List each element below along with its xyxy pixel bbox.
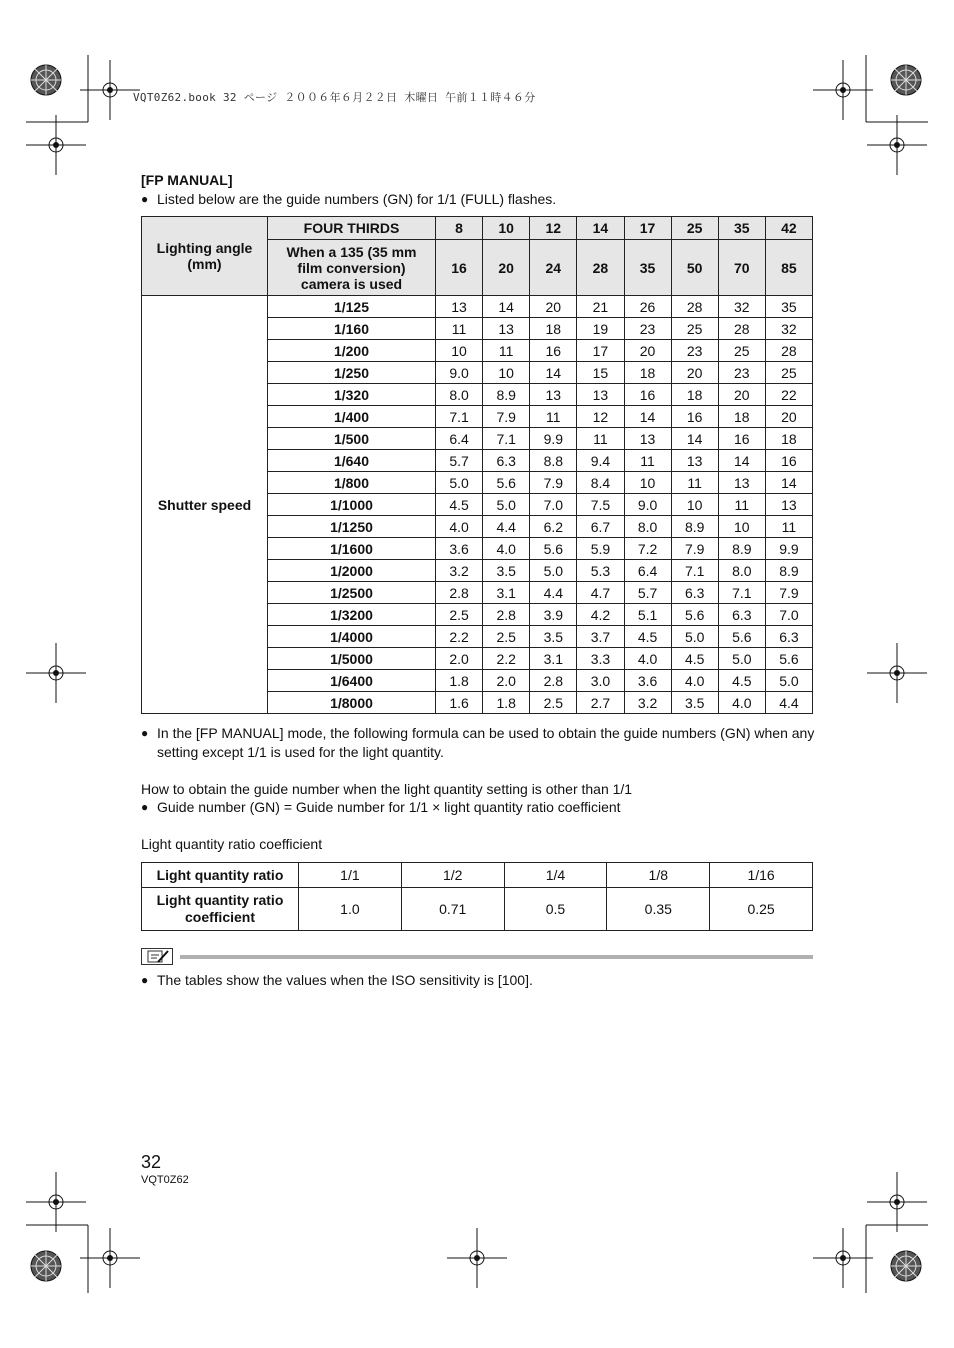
gn-value-cell: 1.8 [436,670,483,692]
file-header: VQT0Z62.book 32 ページ ２００６年６月２２日 木曜日 午前１１時４６分 [133,91,536,104]
shutter-speed-cell: 1/1600 [268,538,436,560]
gn-value-cell: 3.0 [577,670,624,692]
shutter-speed-label: Shutter speed [142,296,268,714]
gn-value-cell: 18 [718,406,765,428]
gn-value-cell: 7.9 [483,406,530,428]
shutter-speed-cell: 1/500 [268,428,436,450]
intro-bullet-text: Listed below are the guide numbers (GN) for 1/1 (FULL) flashes. [157,191,557,207]
gn-value-cell: 3.1 [530,648,577,670]
gn-value-cell: 7.9 [671,538,718,560]
coef-caption: Light quantity ratio coefficient [141,836,323,852]
gn-value-cell: 25 [718,340,765,362]
gn-value-cell: 10 [718,516,765,538]
gn-value-cell: 3.6 [436,538,483,560]
gn-value-cell: 5.3 [577,560,624,582]
gn-value-cell: 7.1 [671,560,718,582]
gn-value-cell: 3.3 [577,648,624,670]
gn-value-cell: 16 [718,428,765,450]
gn-value-cell: 5.0 [671,626,718,648]
ft-angle: 8 [436,217,483,240]
gn-value-cell: 8.9 [483,384,530,406]
conv-angle: 85 [765,240,812,296]
gn-value-cell: 5.0 [718,648,765,670]
gn-value-cell: 4.0 [483,538,530,560]
ratio-cell: 1/4 [504,863,607,888]
gn-value-cell: 5.1 [624,604,671,626]
guide-number-table [141,216,813,714]
gn-value-cell: 16 [671,406,718,428]
gn-value-cell: 8.4 [577,472,624,494]
gn-value-cell: 5.7 [624,582,671,604]
shutter-speed-cell: 1/2000 [268,560,436,582]
conv-angle: 70 [718,240,765,296]
formula-bullet [141,724,821,762]
gn-value-cell: 16 [624,384,671,406]
gn-value-cell: 10 [436,340,483,362]
gn-value-cell: 5.0 [483,494,530,516]
gn-value-cell: 4.0 [671,670,718,692]
gn-value-cell: 2.2 [436,626,483,648]
ft-angle: 17 [624,217,671,240]
gn-value-cell: 4.5 [436,494,483,516]
note-divider [180,955,813,959]
gn-formula-bullet [141,798,821,817]
shutter-speed-cell: 1/2500 [268,582,436,604]
ratio-cell: 1/8 [607,863,710,888]
ft-angle: 42 [765,217,812,240]
gn-value-cell: 18 [624,362,671,384]
gn-value-cell: 10 [624,472,671,494]
gn-value-cell: 7.9 [530,472,577,494]
shutter-speed-cell: 1/1250 [268,516,436,538]
gn-value-cell: 8.8 [530,450,577,472]
four-thirds-label: FOUR THIRDS [268,217,436,240]
gn-value-cell: 4.5 [671,648,718,670]
shutter-speed-cell: 1/4000 [268,626,436,648]
lighting-angle-label: Lighting angle (mm) [142,217,268,296]
bullet-icon: ● [141,800,149,814]
gn-value-cell: 7.5 [577,494,624,516]
gn-value-cell: 5.0 [530,560,577,582]
gn-value-cell: 18 [671,384,718,406]
gn-value-cell: 8.0 [718,560,765,582]
gn-value-cell: 26 [624,296,671,318]
gn-value-cell: 19 [577,318,624,340]
gn-value-cell: 3.5 [483,560,530,582]
shutter-speed-cell: 1/320 [268,384,436,406]
conv-angle: 24 [530,240,577,296]
gn-value-cell: 13 [483,318,530,340]
gn-value-cell: 25 [765,362,812,384]
intro-bullet [141,190,821,209]
bullet-icon: ● [141,973,149,987]
gn-value-cell: 4.0 [624,648,671,670]
gn-value-cell: 14 [671,428,718,450]
ratio-cell: 1/2 [401,863,504,888]
ft-angle: 25 [671,217,718,240]
gn-value-cell: 6.3 [483,450,530,472]
gn-value-cell: 11 [624,450,671,472]
gn-value-cell: 20 [765,406,812,428]
gn-value-cell: 3.2 [624,692,671,714]
ft-angle: 35 [718,217,765,240]
page-code: VQT0Z62 [141,1174,189,1186]
gn-value-cell: 4.4 [483,516,530,538]
gn-value-cell: 13 [436,296,483,318]
gn-value-cell: 28 [765,340,812,362]
gn-value-cell: 1.6 [436,692,483,714]
gn-value-cell: 14 [718,450,765,472]
gn-value-cell: 5.0 [436,472,483,494]
gn-value-cell: 5.6 [483,472,530,494]
gn-value-cell: 10 [671,494,718,516]
gn-value-cell: 6.4 [624,560,671,582]
gn-value-cell: 7.2 [624,538,671,560]
gn-value-cell: 5.6 [671,604,718,626]
gn-value-cell: 2.8 [436,582,483,604]
gn-value-cell: 7.1 [483,428,530,450]
gn-value-cell: 8.0 [624,516,671,538]
gn-value-cell: 2.7 [577,692,624,714]
gn-value-cell: 7.9 [765,582,812,604]
gn-value-cell: 23 [624,318,671,340]
ratio-label: Light quantity ratio [142,863,299,888]
gn-value-cell: 20 [530,296,577,318]
gn-value-cell: 11 [718,494,765,516]
page-number: 32 [141,1152,162,1172]
gn-value-cell: 2.5 [436,604,483,626]
shutter-speed-cell: 1/3200 [268,604,436,626]
gn-value-cell: 17 [577,340,624,362]
gn-value-cell: 32 [718,296,765,318]
gn-value-cell: 23 [671,340,718,362]
ft-angle: 10 [483,217,530,240]
shutter-speed-cell: 1/8000 [268,692,436,714]
bullet-icon: ● [141,192,149,206]
gn-value-cell: 5.6 [530,538,577,560]
gn-value-cell: 7.0 [530,494,577,516]
gn-value-cell: 4.0 [718,692,765,714]
gn-value-cell: 3.5 [671,692,718,714]
gn-value-cell: 4.0 [436,516,483,538]
coef-cell: 0.71 [401,888,504,931]
gn-value-cell: 14 [483,296,530,318]
gn-value-cell: 12 [577,406,624,428]
shutter-speed-cell: 1/160 [268,318,436,340]
gn-value-cell: 5.6 [718,626,765,648]
shutter-speed-cell: 1/1000 [268,494,436,516]
gn-value-cell: 20 [671,362,718,384]
conv-angle: 20 [483,240,530,296]
gn-value-cell: 6.4 [436,428,483,450]
gn-value-cell: 35 [765,296,812,318]
gn-value-cell: 6.2 [530,516,577,538]
gn-value-cell: 11 [436,318,483,340]
gn-value-cell: 2.0 [483,670,530,692]
gn-value-cell: 4.2 [577,604,624,626]
gn-value-cell: 2.2 [483,648,530,670]
gn-value-cell: 11 [671,472,718,494]
coef-cell: 0.25 [710,888,813,931]
light-quantity-table [141,862,813,931]
gn-value-cell: 7.1 [718,582,765,604]
conv-angle: 16 [436,240,483,296]
gn-value-cell: 3.9 [530,604,577,626]
coef-cell: 1.0 [299,888,402,931]
gn-value-cell: 9.0 [436,362,483,384]
shutter-speed-cell: 1/800 [268,472,436,494]
note-bullet [141,971,821,990]
gn-value-cell: 3.7 [577,626,624,648]
ratio-cell: 1/1 [299,863,402,888]
table-row [142,296,813,318]
gn-value-cell: 21 [577,296,624,318]
gn-value-cell: 5.7 [436,450,483,472]
gn-value-cell: 5.6 [765,648,812,670]
gn-value-cell: 28 [718,318,765,340]
shutter-speed-cell: 1/640 [268,450,436,472]
gn-value-cell: 6.3 [718,604,765,626]
gn-value-cell: 11 [530,406,577,428]
coef-cell: 0.35 [607,888,710,931]
gn-value-cell: 3.2 [436,560,483,582]
shutter-speed-cell: 1/125 [268,296,436,318]
ft-angle: 12 [530,217,577,240]
bullet-icon: ● [141,726,149,740]
gn-value-cell: 8.9 [718,538,765,560]
gn-value-cell: 20 [624,340,671,362]
gn-value-cell: 18 [765,428,812,450]
gn-value-cell: 1.8 [483,692,530,714]
shutter-speed-cell: 1/250 [268,362,436,384]
gn-value-cell: 6.3 [765,626,812,648]
gn-value-cell: 6.7 [577,516,624,538]
gn-value-cell: 8.9 [765,560,812,582]
gn-value-cell: 8.0 [436,384,483,406]
gn-value-cell: 13 [577,384,624,406]
gn-value-cell: 9.4 [577,450,624,472]
note-pencil-icon [141,948,173,965]
gn-formula-text: Guide number (GN) = Guide number for 1/1 × light quantity ratio coefficient [157,799,621,815]
conv-angle: 28 [577,240,624,296]
gn-value-cell: 13 [718,472,765,494]
shutter-speed-cell: 1/5000 [268,648,436,670]
gn-value-cell: 11 [577,428,624,450]
gn-value-cell: 14 [765,472,812,494]
how-to-text: How to obtain the guide number when the light quantity setting is other than 1/1 [141,781,633,797]
gn-value-cell: 4.4 [530,582,577,604]
note-bullet-text: The tables show the values when the ISO sensitivity is [100]. [157,972,533,988]
gn-value-cell: 2.5 [483,626,530,648]
section-title: [FP MANUAL] [141,172,233,188]
conv-angle: 50 [671,240,718,296]
gn-value-cell: 3.5 [530,626,577,648]
conv-angle: 35 [624,240,671,296]
gn-value-cell: 6.3 [671,582,718,604]
gn-value-cell: 13 [671,450,718,472]
gn-value-cell: 15 [577,362,624,384]
gn-value-cell: 9.9 [530,428,577,450]
gn-value-cell: 10 [483,362,530,384]
ratio-cell: 1/16 [710,863,813,888]
gn-value-cell: 13 [765,494,812,516]
gn-value-cell: 16 [765,450,812,472]
gn-value-cell: 2.5 [530,692,577,714]
gn-value-cell: 4.5 [718,670,765,692]
gn-value-cell: 11 [765,516,812,538]
gn-value-cell: 5.0 [765,670,812,692]
gn-value-cell: 7.0 [765,604,812,626]
shutter-speed-cell: 1/400 [268,406,436,428]
gn-value-cell: 9.0 [624,494,671,516]
gn-value-cell: 14 [624,406,671,428]
gn-value-cell: 2.0 [436,648,483,670]
gn-value-cell: 2.8 [530,670,577,692]
gn-value-cell: 25 [671,318,718,340]
conversion-label: When a 135 (35 mm film conversion) camera is used [268,240,436,296]
gn-value-cell: 18 [530,318,577,340]
gn-value-cell: 16 [530,340,577,362]
ft-angle: 14 [577,217,624,240]
gn-value-cell: 3.1 [483,582,530,604]
coef-label: Light quantity ratio coefficient [142,888,299,931]
gn-value-cell: 3.6 [624,670,671,692]
gn-value-cell: 4.4 [765,692,812,714]
gn-value-cell: 11 [483,340,530,362]
gn-value-cell: 13 [530,384,577,406]
gn-value-cell: 4.7 [577,582,624,604]
shutter-speed-cell: 1/6400 [268,670,436,692]
gn-value-cell: 8.9 [671,516,718,538]
shutter-speed-cell: 1/200 [268,340,436,362]
gn-value-cell: 9.9 [765,538,812,560]
gn-value-cell: 20 [718,384,765,406]
gn-value-cell: 23 [718,362,765,384]
gn-value-cell: 5.9 [577,538,624,560]
gn-value-cell: 7.1 [436,406,483,428]
gn-value-cell: 2.8 [483,604,530,626]
gn-value-cell: 22 [765,384,812,406]
coef-cell: 0.5 [504,888,607,931]
gn-value-cell: 32 [765,318,812,340]
gn-value-cell: 14 [530,362,577,384]
formula-bullet-text: In the [FP MANUAL] mode, the following formula can be used to obtain the guide numbers (GN) when any setting except 1/1 is used for the light quantity. [157,725,815,760]
gn-value-cell: 13 [624,428,671,450]
gn-value-cell: 28 [671,296,718,318]
gn-value-cell: 4.5 [624,626,671,648]
